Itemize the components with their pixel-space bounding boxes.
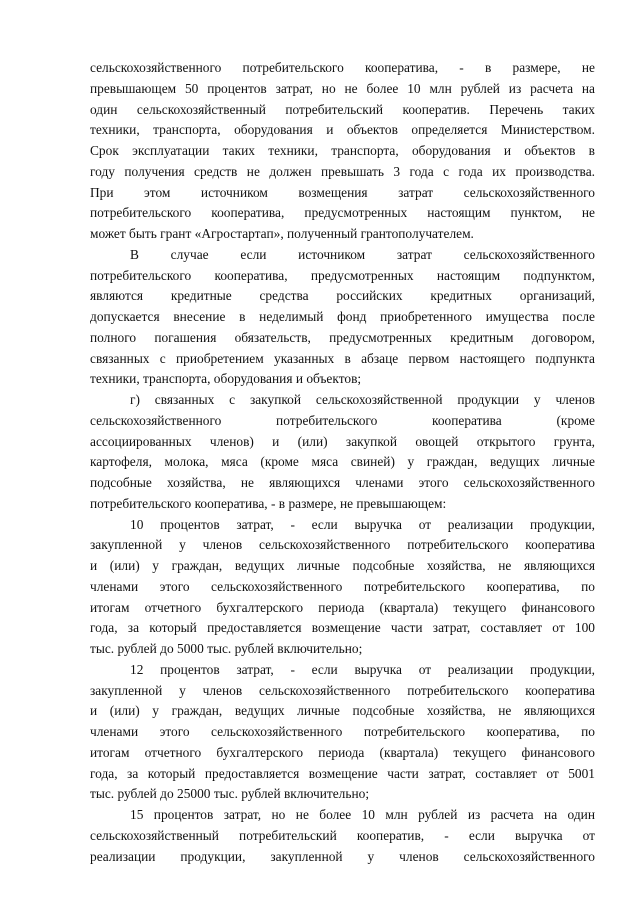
text-line: техники, транспорта, оборудования и объектов определяется Министерством. xyxy=(90,122,595,138)
text-line: В случае если источником затрат сельскохозяйственного xyxy=(130,246,595,262)
text-line: 15 процентов затрат, но не более 10 млн рублей из расчета на один xyxy=(130,807,595,822)
text-line: закупленной у членов сельскохозяйственного потребительского кооператива xyxy=(90,537,595,553)
text-line: превышающем 50 процентов затрат, но не более 10 млн рублей из расчета на xyxy=(90,80,595,96)
text-line: года, за который предоставляется возмещение части затрат, составляет от 5001 xyxy=(90,765,595,781)
text-line: реализации продукции, закупленной у членов сельскохозяйственного xyxy=(90,848,595,864)
text-line: Срок эксплуатации таких техники, транспорта, оборудования и объектов в xyxy=(90,143,595,158)
text-line: При этом источником возмещения затрат сельскохозяйственного xyxy=(90,184,595,200)
text-line: итогам отчетного бухгалтерского периода (квартала) текущего финансового xyxy=(90,599,595,615)
text-line: года, за который предоставляется возмещение части затрат, составляет от 100 xyxy=(90,620,595,636)
text-line: членами этого сельскохозяйственного потребительского кооператива, по xyxy=(90,724,595,739)
text-line: может быть грант «Агростартап», полученный грантополучателем. xyxy=(90,226,474,241)
text-line: подсобные хозяйства, не являющихся членами этого сельскохозяйственного xyxy=(90,475,595,490)
text-line: тыс. рублей до 25000 тыс. рублей включительно; xyxy=(90,786,370,802)
text-line: и (или) у граждан, ведущих личные подсобные хозяйства, не являющихся xyxy=(90,558,595,573)
text-line: допускается внесение в неделимый фонд приобретенного имущества после xyxy=(90,309,595,324)
text-line: сельскохозяйственного потребительского кооператива, - в размере, не xyxy=(90,60,595,75)
text-line: один сельскохозяйственный потребительский кооператив. Перечень таких xyxy=(90,101,595,117)
text-line: картофеля, молока, мяса (кроме мяса свиней) у граждан, ведущих личные xyxy=(90,454,595,470)
document-body xyxy=(90,58,595,867)
text-line: тыс. рублей до 5000 тыс. рублей включительно; xyxy=(90,641,363,656)
text-line: связанных с приобретением указанных в абзаце первом настоящего подпункта xyxy=(90,350,595,366)
text-line: г) связанных с закупкой сельскохозяйственной продукции у членов xyxy=(130,392,595,407)
text-line: закупленной у членов сельскохозяйственного потребительского кооператива xyxy=(90,682,595,698)
text-line: потребительского кооператива, - в размере, не превышающем: xyxy=(90,495,447,511)
text-line: 10 процентов затрат, - если выручка от реализации продукции, xyxy=(130,516,595,532)
text-line: потребительского кооператива, предусмотренных настоящим пунктом, не xyxy=(90,205,595,221)
text-line: потребительского кооператива, предусмотренных настоящим подпунктом, xyxy=(90,267,595,283)
text-line: техники, транспорта, оборудования и объектов; xyxy=(90,371,362,387)
text-line: и (или) у граждан, ведущих личные подсобные хозяйства, не являющихся xyxy=(90,703,595,719)
text-line: членами этого сельскохозяйственного потребительского кооператива, по xyxy=(90,578,595,594)
text-line: 12 процентов затрат, - если выручка от реализации продукции, xyxy=(130,661,595,677)
text-line: году получения средств не должен превышать 3 года с года их производства. xyxy=(90,163,595,179)
text-line: сельскохозяйственный потребительский кооператив, - если выручка от xyxy=(90,827,595,843)
text-line: ассоциированных членов) и (или) закупкой овощей открытого грунта, xyxy=(90,433,595,449)
text-line: являются кредитные средства российских кредитных организаций, xyxy=(90,288,595,304)
text-line: полного погашения обязательств, предусмотренных кредитным договором, xyxy=(90,329,595,345)
text-line: сельскохозяйственного потребительского кооператива (кроме xyxy=(90,412,595,428)
text-line: итогам отчетного бухгалтерского периода (квартала) текущего финансового xyxy=(90,744,595,760)
